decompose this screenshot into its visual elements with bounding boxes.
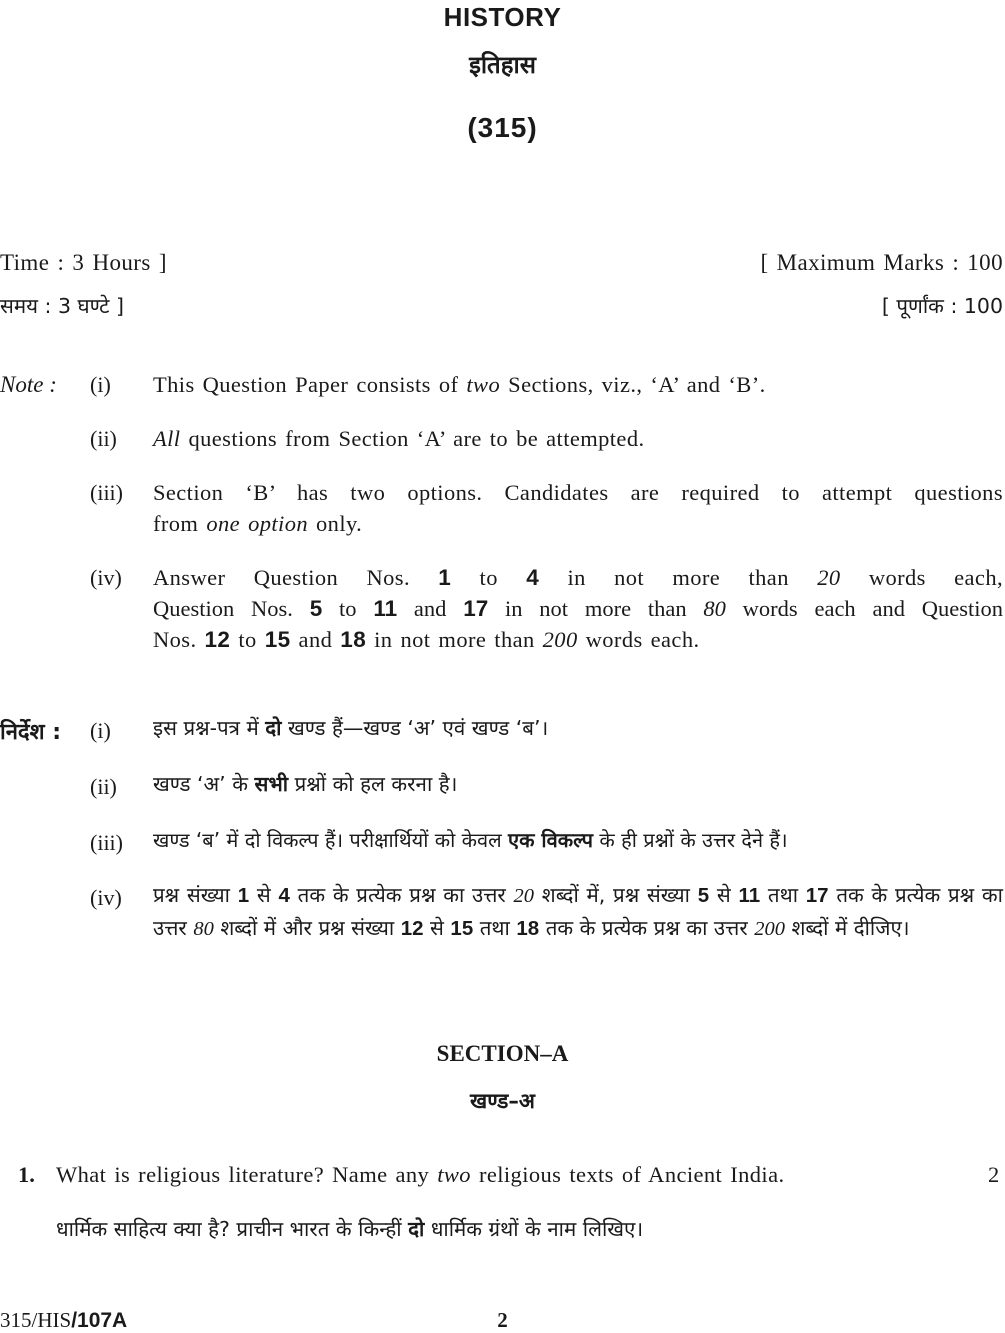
hindi-note-num-1: (i) bbox=[90, 718, 111, 743]
note-label: Note : bbox=[0, 372, 57, 397]
max-marks-label-hindi: [ पूर्णांक : 100 bbox=[881, 294, 1003, 318]
hindi-note-num-2: (ii) bbox=[90, 774, 117, 799]
note-num-4: (iv) bbox=[90, 565, 122, 590]
max-marks-label: [ Maximum Marks : 100 bbox=[760, 250, 1003, 275]
question-number: 1. bbox=[18, 1162, 35, 1187]
time-label: Time : 3 Hours ] bbox=[0, 250, 167, 275]
note-item-2: All questions from Section ‘A’ are to be attempted. bbox=[153, 426, 645, 451]
note-num-1: (i) bbox=[90, 372, 111, 397]
paper-code-footer: 315/HIS/107A bbox=[0, 1308, 128, 1332]
note-item-3-line-2: from one option only. bbox=[153, 511, 363, 536]
time-label-hindi: समय : 3 घण्टे ] bbox=[0, 294, 124, 318]
note-num-2: (ii) bbox=[90, 426, 117, 451]
hindi-note-item-3: खण्ड ‘ब’ में दो विकल्प हैं। परीक्षार्थियों को केवल एक विकल्प के ही प्रश्नों के उत्तर देने हैं। bbox=[153, 828, 788, 852]
note-item-4-line-3: Nos. 12 to 15 and 18 in not more than 200 words each. bbox=[153, 627, 700, 652]
hindi-note-item-2: खण्ड ‘अ’ के सभी प्रश्नों को हल करना है। bbox=[153, 772, 458, 796]
question-text-hindi: धार्मिक साहित्य क्या है? प्राचीन भारत के किन्हीं दो धार्मिक ग्रंथों के नाम लिखिए। bbox=[56, 1217, 644, 1241]
subject-code: (315) bbox=[467, 112, 538, 143]
hindi-note-num-3: (iii) bbox=[90, 830, 123, 855]
paper-title: HISTORY bbox=[443, 2, 562, 32]
question-marks: 2 bbox=[988, 1162, 1000, 1187]
section-title-hindi: खण्ड–अ bbox=[470, 1089, 535, 1113]
note-item-3-line-1: Section ‘B’ has two options. Candidates are required to attempt questions bbox=[153, 480, 1003, 505]
hindi-note-item-4: प्रश्न संख्या 1 से 4 तक के प्रत्येक प्रश्न का उत्तर 20 शब्दों में, प्रश्न संख्या 5 से 11 तथा 17 तक के प्रत्येक प्रश्न का उत्तर 80 शब्दों में और प्रश्न संख्या 12 से 15 तथा 18 तक के प्रत्येक प्रश्न का उत्तर 200 शब्दों में दीजिए। bbox=[153, 883, 1003, 940]
section-title: SECTION–A bbox=[436, 1041, 569, 1066]
note-item-1: This Question Paper consists of two Sections, viz., ‘A’ and ‘B’. bbox=[153, 372, 766, 397]
note-item-4-line-1: Answer Question Nos. 1 to 4 in not more than 20 words each, bbox=[153, 565, 1003, 590]
page-number: 2 bbox=[497, 1308, 508, 1332]
note-num-3: (iii) bbox=[90, 480, 123, 505]
hindi-note-label: निर्देश : bbox=[0, 720, 62, 745]
hindi-note-item-1: इस प्रश्न-पत्र में दो खण्ड हैं—खण्ड ‘अ’ एवं खण्ड ‘ब’। bbox=[153, 716, 549, 740]
hindi-note-num-4: (iv) bbox=[90, 885, 122, 910]
paper-title-hindi: इतिहास bbox=[469, 51, 536, 79]
note-item-4-line-2: Question Nos. 5 to 11 and 17 in not more than 80 words each and Question bbox=[153, 596, 1003, 621]
question-text: What is religious literature? Name any two religious texts of Ancient India. bbox=[56, 1162, 785, 1187]
